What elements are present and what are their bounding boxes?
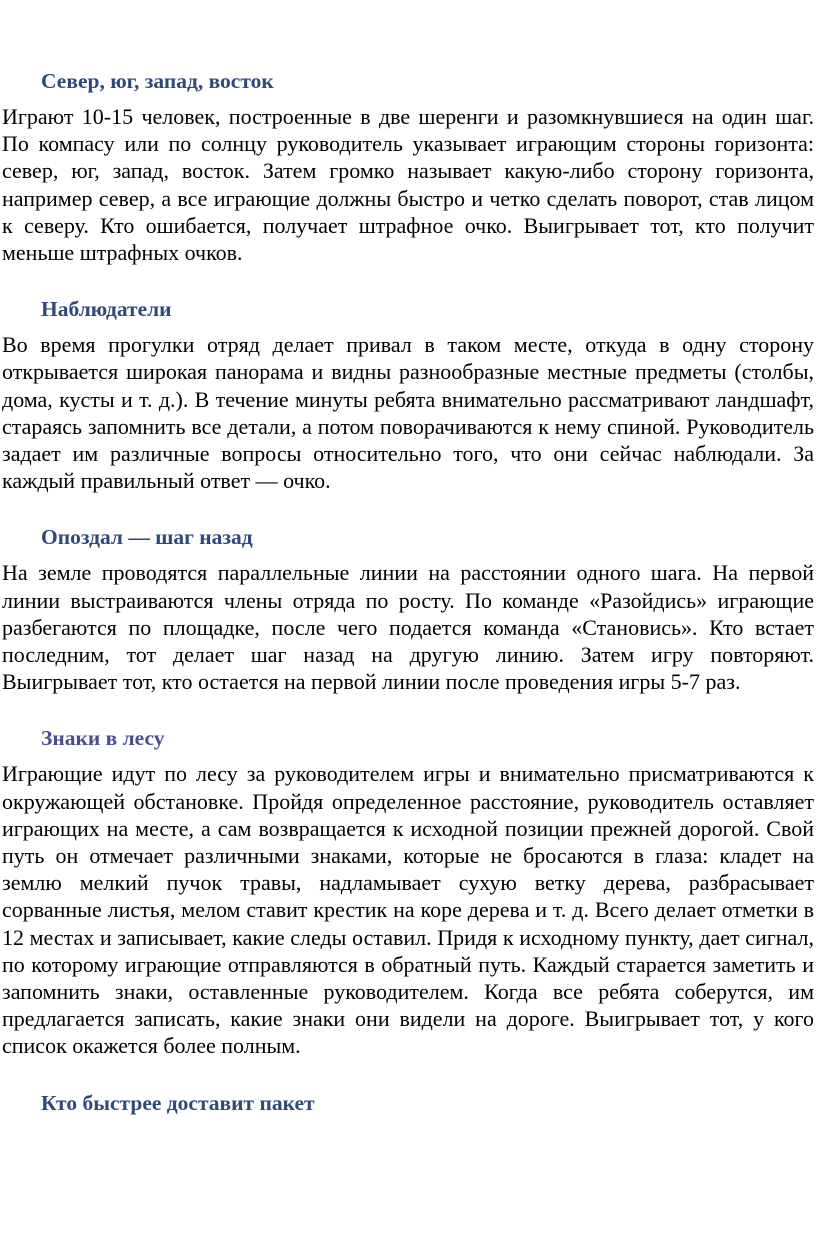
section-paragraph: Во время прогулки отряд делает привал в таком месте, откуда в одну сторону открывается широкая панорама и видны разнообразные местные предметы (столбы, дома, кусты и т. д.). В течение минуты ребята внимательно рассматривают ландшафт, стараясь запомнить все детали, а потом поворачиваются к нему спиной. Руководитель задает им различные вопросы относительно того, что они сейчас наблюдали. За каждый правильный ответ — очко. [2, 332, 814, 494]
section-title: Наблюдатели [41, 297, 172, 322]
section-paragraph: Играющие идут по лесу за руководителем игры и внимательно присматриваются к окружающей обстановке. Пройдя определенное расстояние, руководитель оставляет играющих на месте, а сам возвращается к исходной позиции прежней дорогой. Свой путь он отмечает различными знаками, которые не бросаются в глаза: кладет на землю мелкий пучок травы, надламывает сухую ветку дерева, разбрасывает сорванные листья, мелом ставит крестик на коре дерева и т. д. Всего делает отметки в 12 местах и записывает, какие следы оставил. Придя к исходному пункту, дает сигнал, по которому играющие отправляются в обратный путь. Каждый старается заметить и запомнить знаки, оставленные руководителем. Когда все ребята соберутся, им предлагается записать, какие знаки они видели на дороге. Выигрывает тот, у кого список окажется более полным. [2, 761, 814, 1059]
section-north-south-west-east [2, 68, 814, 266]
section-observers [2, 296, 814, 494]
section-late-step-back [2, 524, 814, 695]
section-signs-in-forest [2, 725, 814, 1059]
section-title: Опоздал — шаг назад [41, 525, 253, 550]
section-who-delivers-package-faster [2, 1090, 814, 1117]
section-title: Знаки в лесу [41, 726, 165, 751]
section-title: Кто быстрее доставит пакет [41, 1090, 315, 1115]
section-title: Север, юг, запад, восток [41, 69, 274, 93]
section-paragraph: Играют 10-15 человек, построенные в две шеренги и разомкнувшиеся на один шаг. По компасу или по солнцу руководитель указывает играющим стороны горизонта: север, юг, запад, восток. Затем громко называет какую-либо сторону горизонта, например север, а все играющие должны быстро и четко сделать поворот, став лицом к северу. Кто ошибается, получает штрафное очко. Выигрывает тот, кто получит меньше штрафных очков. [2, 104, 814, 266]
section-paragraph: На земле проводятся параллельные линии на расстоянии одного шага. На первой линии выстраиваются члены отряда по росту. По команде «Разойдись» играющие разбегаются по площадке, после чего подается команда «Становись». Кто встает последним, тот делает шаг назад на другую линию. Затем игру повторяют. Выигрывает тот, кто остается на первой линии после проведения игры 5-7 раз. [2, 560, 814, 695]
